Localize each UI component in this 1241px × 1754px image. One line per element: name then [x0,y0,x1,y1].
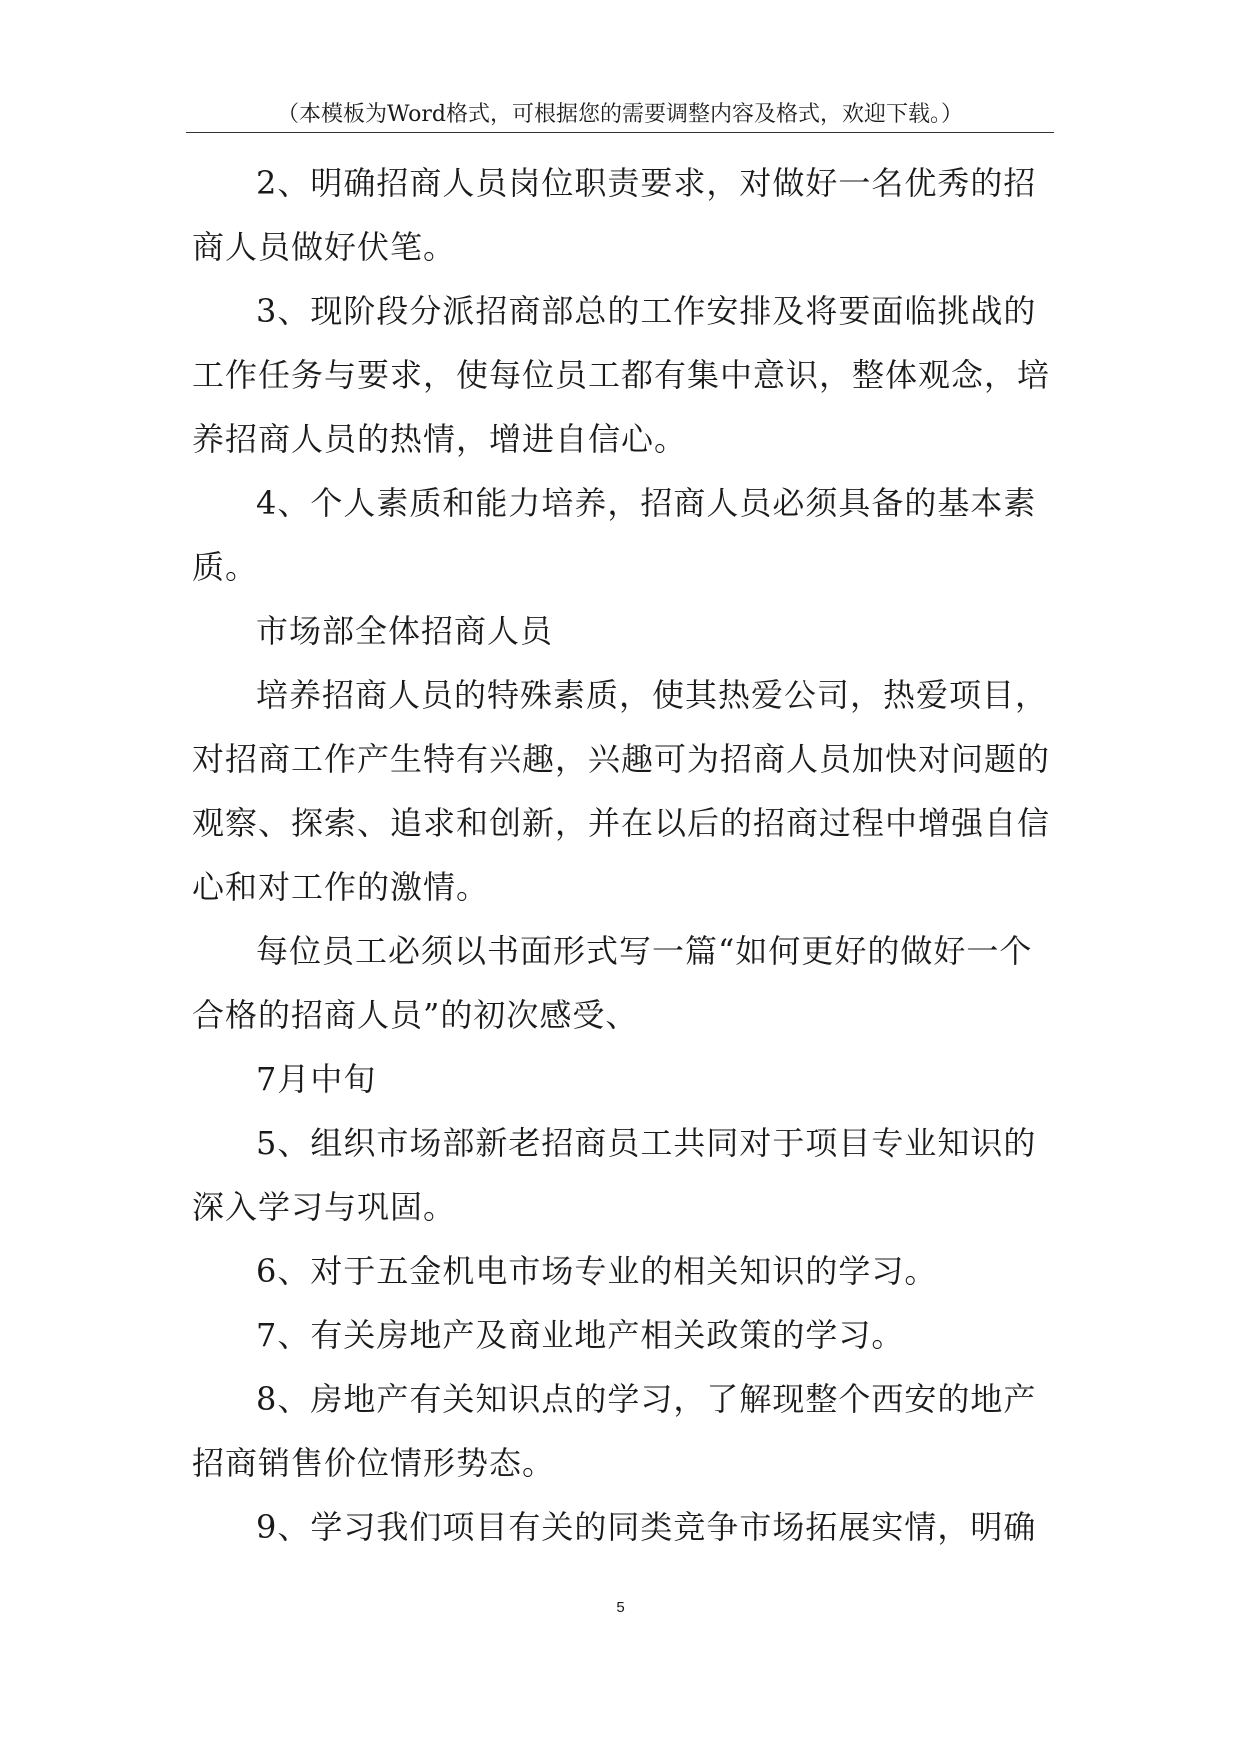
body-line: 4、个人素质和能力培养，招商人员必须具备的基本素 [256,484,1037,522]
body-line: 心和对工作的激情。 [192,868,490,906]
document-body [192,151,1052,1559]
body-line: 3、现阶段分派招商部总的工作安排及将要面临挑战的 [256,292,1037,330]
body-line: 对招商工作产生特有兴趣，兴趣可为招商人员加快对问题的 [192,740,1051,778]
page-header: （本模板为Word格式，可根据您的需要调整内容及格式，欢迎下载。） [277,102,963,127]
body-line: 每位员工必须以书面形式写一篇“如何更好的做好一个 [256,932,1033,970]
header-divider [186,132,1054,133]
body-line: 商人员做好伏笔。 [192,228,457,266]
body-line: 养招商人员的热情，增进自信心。 [192,420,688,458]
body-line: 合格的招商人员”的初次感受、 [192,996,639,1034]
body-line: 培养招商人员的特殊素质，使其热爱公司，热爱项目， [256,676,1049,714]
body-line: 8、房地产有关知识点的学习，了解现整个西安的地产 [256,1380,1037,1418]
body-line: 深入学习与巩固。 [192,1188,457,1226]
body-line: 6、对于五金机电市场专业的相关知识的学习。 [256,1252,938,1290]
body-line: 5、组织市场部新老招商员工共同对于项目专业知识的 [256,1124,1037,1162]
body-line: 2、明确招商人员岗位职责要求，对做好一名优秀的招 [256,164,1037,202]
page-number: 5 [616,1599,625,1616]
body-line: 工作任务与要求，使每位员工都有集中意识，整体观念，培 [192,356,1051,394]
body-line: 7、有关房地产及商业地产相关政策的学习。 [256,1316,905,1354]
body-line: 市场部全体招商人员 [256,612,554,650]
body-line: 9、学习我们项目有关的同类竞争市场拓展实情，明确 [256,1508,1037,1546]
body-line: 7月中旬 [256,1060,377,1098]
body-line: 质。 [192,548,259,586]
body-line: 招商销售价位情形势态。 [192,1444,556,1482]
body-line: 观察、探索、追求和创新，并在以后的招商过程中增强自信 [192,804,1051,842]
